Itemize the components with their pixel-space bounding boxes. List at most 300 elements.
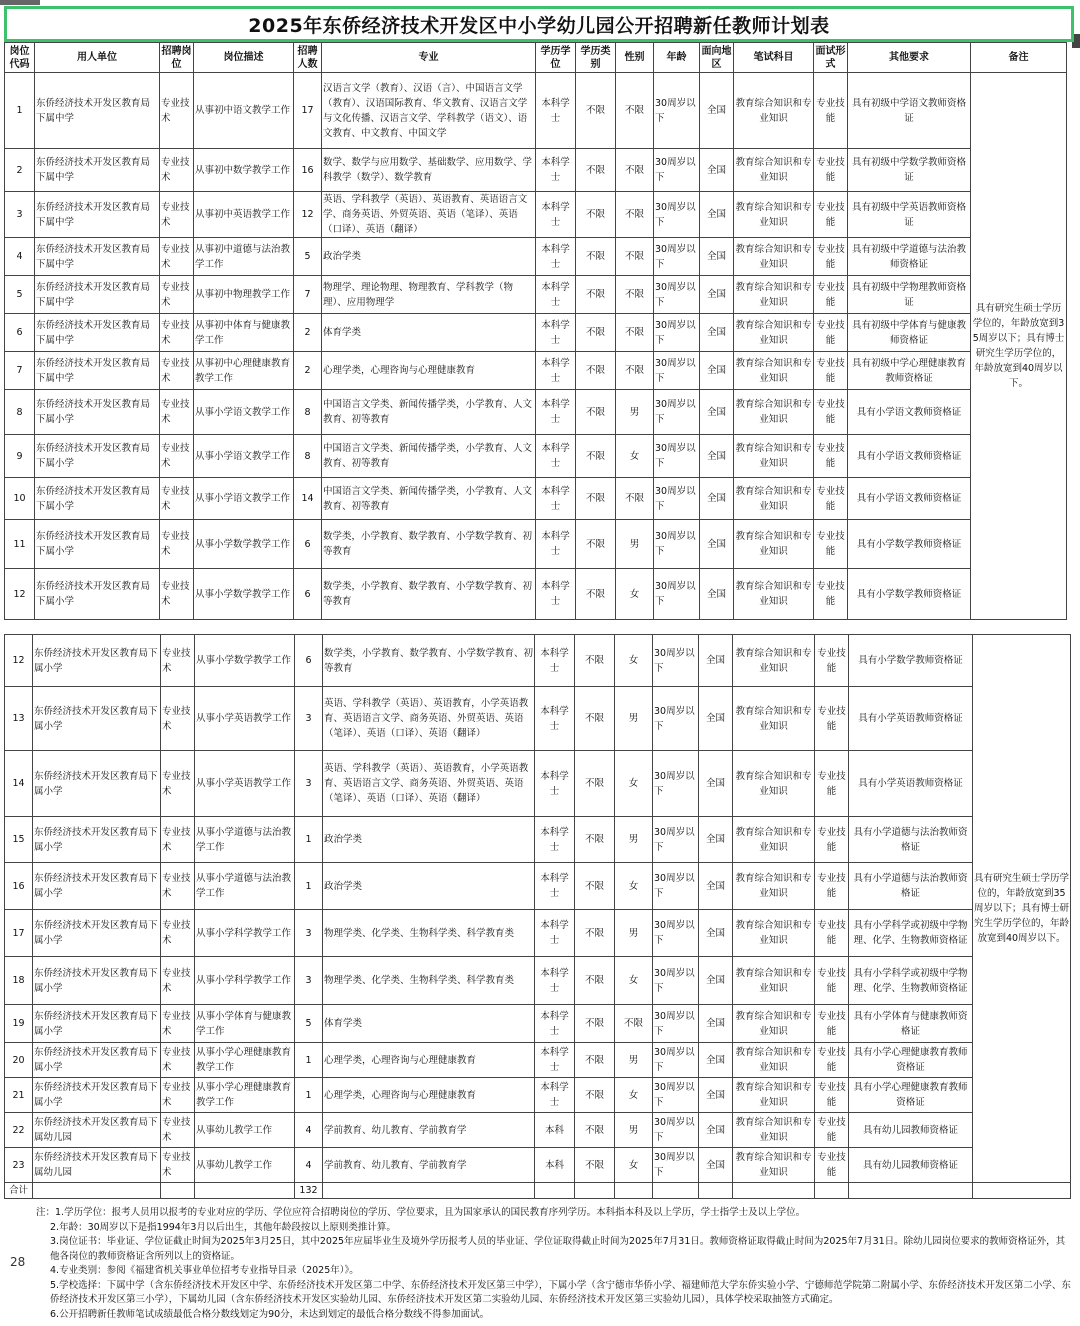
- cell-unit: 东侨经济技术开发区教育局下属幼儿园: [33, 1148, 161, 1183]
- cell-sex: 女: [615, 751, 653, 817]
- cell-region: 全国: [699, 863, 733, 910]
- cell-iv: 专业技能: [815, 1005, 849, 1043]
- cell-num: 17: [294, 73, 322, 149]
- cell-desc: 从事初中语文教学工作: [194, 73, 294, 149]
- cell-exam: 教育综合知识和专业知识: [733, 1043, 815, 1078]
- cell-type: 不限: [576, 192, 616, 238]
- cell-sex: 女: [616, 435, 654, 478]
- cell-num: 7: [294, 276, 322, 314]
- cell-code: 18: [5, 957, 33, 1005]
- cell-type: 不限: [576, 520, 616, 569]
- header-cell: 性别: [616, 43, 654, 73]
- cell-degree: 本科学士: [536, 352, 576, 390]
- cell-degree: 本科学士: [536, 314, 576, 352]
- cell-code: 19: [5, 1005, 33, 1043]
- note-line: 5.学校选择：下属中学（含东侨经济技术开发区中学、东侨经济技术开发区第二中学、东侨经济技术开发区第三中学），下属小学（含宁德市华侨小学、福建师范大学东侨实验小学、宁德师范学院第二附属小学、东侨经济技术开发区第二小学、东侨经济技术开发区第三小学），下属幼儿园（含东侨经济技术开发区实验幼儿园、东侨经济技术开发区第二实验幼儿园、东侨经济技术开发区第三实验幼儿园），具体学校采取抽签方式确定。: [50, 1279, 1071, 1305]
- cell-code: 9: [5, 435, 35, 478]
- cell-desc: 从事初中数学教学工作: [194, 149, 294, 192]
- cell-degree: 本科学士: [536, 276, 576, 314]
- remark-cell: 具有研究生硕士学历学位的，年龄放宽到35周岁以下；具有博士研究生学历学位的，年龄放宽到40周岁以下。: [973, 635, 1071, 1183]
- cell-req: 具有小学科学或初级中学物理、化学、生物教师资格证: [849, 957, 973, 1005]
- cell-iv: 专业技能: [814, 390, 848, 435]
- cell-exam: 教育综合知识和专业知识: [734, 569, 814, 620]
- note-line: 3.岗位证书：毕业证、学位证截止时间为2025年3月25日，其中2025年应届毕业生及境外学历报考人员的毕业证、学位证取得截止时间为2025年7月31日。教师资格证取得截止时间为2025年7月31日。除幼儿园岗位要求的教师资格证外，其他各岗位的教师资格证含所列以上的资格证。: [50, 1236, 1066, 1262]
- header-cell: 面试形式: [814, 43, 848, 73]
- header-cell: 面向地区: [700, 43, 734, 73]
- cell-post: 专业技术: [161, 635, 195, 687]
- cell-desc: 从事小学体育与健康教学工作: [195, 1005, 295, 1043]
- cell-desc: 从事小学英语教学工作: [195, 687, 295, 751]
- empty-cell: [195, 1183, 295, 1199]
- cell-code: 4: [5, 238, 35, 276]
- cell-type: 不限: [575, 817, 615, 863]
- cell-num: 1: [295, 817, 323, 863]
- table-row: [5, 1043, 1071, 1078]
- cell-num: 4: [295, 1113, 323, 1148]
- cell-age: 30周岁以下: [653, 863, 699, 910]
- cell-region: 全国: [700, 352, 734, 390]
- cell-type: 不限: [575, 751, 615, 817]
- cell-type: 不限: [576, 314, 616, 352]
- cell-type: 不限: [576, 435, 616, 478]
- cell-code: 13: [5, 687, 33, 751]
- cell-unit: 东侨经济技术开发区教育局下属小学: [33, 817, 161, 863]
- cell-unit: 东侨经济技术开发区教育局下属小学: [33, 863, 161, 910]
- cell-desc: 从事小学道德与法治教学工作: [195, 863, 295, 910]
- cell-unit: 东侨经济技术开发区教育局下属中学: [35, 352, 160, 390]
- cell-degree: 本科学士: [535, 1043, 575, 1078]
- cell-num: 3: [295, 687, 323, 751]
- table-row: [5, 569, 1067, 620]
- cell-post: 专业技术: [161, 1148, 195, 1183]
- cell-exam: 教育综合知识和专业知识: [733, 635, 815, 687]
- total-value: 132: [295, 1183, 323, 1199]
- cell-exam: 教育综合知识和专业知识: [733, 751, 815, 817]
- cell-age: 30周岁以下: [653, 1043, 699, 1078]
- cell-unit: 东侨经济技术开发区教育局下属小学: [33, 1043, 161, 1078]
- cell-major: 政治学类: [322, 238, 536, 276]
- recruitment-table-part2: [4, 634, 1071, 1199]
- cell-degree: 本科: [535, 1148, 575, 1183]
- cell-age: 30周岁以下: [654, 390, 700, 435]
- cell-major: 数学类，小学教育、数学教育、小学数学教育、初等教育: [322, 569, 536, 620]
- table-row: [5, 635, 1071, 687]
- cell-code: 8: [5, 390, 35, 435]
- cell-req: 具有小学英语教师资格证: [849, 687, 973, 751]
- cell-code: 22: [5, 1113, 33, 1148]
- cell-age: 30周岁以下: [654, 435, 700, 478]
- header-cell: 招聘人数: [294, 43, 322, 73]
- cell-region: 全国: [699, 910, 733, 957]
- cell-region: 全国: [700, 238, 734, 276]
- cell-iv: 专业技能: [815, 751, 849, 817]
- cell-exam: 教育综合知识和专业知识: [734, 149, 814, 192]
- cell-code: 23: [5, 1148, 33, 1183]
- empty-cell: [973, 1183, 1071, 1199]
- cell-unit: 东侨经济技术开发区教育局下属小学: [33, 1078, 161, 1113]
- cell-post: 专业技术: [161, 687, 195, 751]
- page-title: 2025年东侨经济技术开发区中小学幼儿园公开招聘新任教师计划表: [248, 14, 830, 37]
- cell-age: 30周岁以下: [654, 192, 700, 238]
- cell-req: 具有小学英语教师资格证: [849, 751, 973, 817]
- cell-sex: 不限: [616, 73, 654, 149]
- cell-iv: 专业技能: [815, 863, 849, 910]
- cell-desc: 从事小学语文教学工作: [194, 390, 294, 435]
- cell-num: 1: [295, 1078, 323, 1113]
- cell-age: 30周岁以下: [654, 352, 700, 390]
- total-row: [5, 1183, 1071, 1199]
- cell-age: 30周岁以下: [653, 687, 699, 751]
- cell-major: 心理学类，心理咨询与心理健康教育: [323, 1043, 535, 1078]
- cell-iv: 专业技能: [815, 687, 849, 751]
- cell-code: 6: [5, 314, 35, 352]
- cell-major: 政治学类: [323, 817, 535, 863]
- cell-major: 体育学类: [323, 1005, 535, 1043]
- cell-region: 全国: [700, 73, 734, 149]
- cell-exam: 教育综合知识和专业知识: [734, 276, 814, 314]
- cell-unit: 东侨经济技术开发区教育局下属小学: [33, 957, 161, 1005]
- cell-code: 14: [5, 751, 33, 817]
- cell-age: 30周岁以下: [654, 276, 700, 314]
- cell-unit: 东侨经济技术开发区教育局下属小学: [35, 569, 160, 620]
- cell-iv: 专业技能: [814, 520, 848, 569]
- cell-num: 5: [295, 1005, 323, 1043]
- cell-post: 专业技术: [160, 569, 194, 620]
- table-row: [5, 520, 1067, 569]
- cell-degree: 本科学士: [535, 1005, 575, 1043]
- cell-iv: 专业技能: [814, 435, 848, 478]
- cell-req: 具有幼儿园教师资格证: [849, 1148, 973, 1183]
- cell-post: 专业技术: [160, 314, 194, 352]
- cell-age: 30周岁以下: [653, 1148, 699, 1183]
- title-box: [4, 6, 1074, 42]
- empty-cell: [323, 1183, 535, 1199]
- cell-region: 全国: [699, 635, 733, 687]
- cell-unit: 东侨经济技术开发区教育局下属小学: [35, 435, 160, 478]
- cell-desc: 从事小学数学教学工作: [194, 569, 294, 620]
- cell-desc: 从事小学道德与法治教学工作: [195, 817, 295, 863]
- cell-degree: 本科学士: [536, 478, 576, 520]
- cell-desc: 从事小学心理健康教育教学工作: [195, 1043, 295, 1078]
- cell-iv: 专业技能: [815, 1148, 849, 1183]
- table-row: [5, 957, 1071, 1005]
- cell-iv: 专业技能: [815, 910, 849, 957]
- cell-req: 具有小学道德与法治教师资格证: [849, 817, 973, 863]
- cell-exam: 教育综合知识和专业知识: [733, 817, 815, 863]
- cell-req: 具有小学心理健康教育教师资格证: [849, 1043, 973, 1078]
- cell-major: 中国语言文学类、新闻传播学类，小学教育、人文教育、初等教育: [322, 390, 536, 435]
- cell-num: 1: [295, 863, 323, 910]
- cell-sex: 不限: [616, 238, 654, 276]
- cell-code: 10: [5, 478, 35, 520]
- cell-sex: 男: [615, 817, 653, 863]
- table-row: [5, 910, 1071, 957]
- cell-num: 2: [294, 314, 322, 352]
- cell-post: 专业技术: [160, 435, 194, 478]
- cell-code: 2: [5, 149, 35, 192]
- table-row: [5, 478, 1067, 520]
- cell-code: 20: [5, 1043, 33, 1078]
- cell-req: 具有初级中学体育与健康教师资格证: [848, 314, 971, 352]
- cell-code: 12: [5, 635, 33, 687]
- cell-num: 6: [294, 569, 322, 620]
- cell-post: 专业技术: [160, 352, 194, 390]
- cell-sex: 女: [616, 569, 654, 620]
- page-number: 28: [10, 1255, 26, 1269]
- cell-code: 17: [5, 910, 33, 957]
- cell-num: 16: [294, 149, 322, 192]
- cell-sex: 男: [615, 910, 653, 957]
- cell-major: 数学类，小学教育、数学教育、小学数学教育、初等教育: [323, 635, 535, 687]
- cell-degree: 本科学士: [536, 73, 576, 149]
- header-cell: 备注: [971, 43, 1067, 73]
- table-row: [5, 435, 1067, 478]
- top-edge-mark: [0, 0, 40, 5]
- cell-sex: 不限: [616, 149, 654, 192]
- cell-iv: 专业技能: [815, 817, 849, 863]
- cell-code: 5: [5, 276, 35, 314]
- cell-unit: 东侨经济技术开发区教育局下属幼儿园: [33, 1113, 161, 1148]
- cell-desc: 从事小学数学教学工作: [194, 520, 294, 569]
- cell-degree: 本科: [535, 1113, 575, 1148]
- cell-major: 中国语言文学类、新闻传播学类，小学教育、人文教育、初等教育: [322, 435, 536, 478]
- cell-iv: 专业技能: [815, 635, 849, 687]
- cell-post: 专业技术: [160, 478, 194, 520]
- cell-major: 数学、数学与应用数学、基础数学、应用数学、学科教学（数学）、数学教育: [322, 149, 536, 192]
- cell-region: 全国: [699, 1148, 733, 1183]
- recruitment-table-part1: [4, 42, 1067, 620]
- cell-iv: 专业技能: [814, 73, 848, 149]
- empty-cell: [161, 1183, 195, 1199]
- table-row: [5, 687, 1071, 751]
- cell-iv: 专业技能: [814, 149, 848, 192]
- cell-req: 具有小学数学教师资格证: [848, 569, 971, 620]
- cell-desc: 从事幼儿教学工作: [195, 1148, 295, 1183]
- cell-major: 体育学类: [322, 314, 536, 352]
- cell-num: 12: [294, 192, 322, 238]
- cell-req: 具有小学语文教师资格证: [848, 478, 971, 520]
- header-cell: 专业: [322, 43, 536, 73]
- cell-unit: 东侨经济技术开发区教育局下属小学: [35, 520, 160, 569]
- cell-iv: 专业技能: [814, 478, 848, 520]
- cell-age: 30周岁以下: [653, 635, 699, 687]
- cell-region: 全国: [699, 1005, 733, 1043]
- cell-type: 不限: [575, 1148, 615, 1183]
- cell-post: 专业技术: [160, 149, 194, 192]
- cell-sex: 不限: [616, 478, 654, 520]
- cell-req: 具有小学体育与健康教师资格证: [849, 1005, 973, 1043]
- header-cell: 笔试科目: [734, 43, 814, 73]
- cell-exam: 教育综合知识和专业知识: [734, 73, 814, 149]
- table-row: [5, 1148, 1071, 1183]
- cell-type: 不限: [576, 149, 616, 192]
- empty-cell: [653, 1183, 699, 1199]
- cell-code: 1: [5, 73, 35, 149]
- cell-desc: 从事初中物理教学工作: [194, 276, 294, 314]
- cell-num: 3: [295, 910, 323, 957]
- cell-type: 不限: [575, 863, 615, 910]
- cell-degree: 本科学士: [536, 192, 576, 238]
- cell-age: 30周岁以下: [653, 1078, 699, 1113]
- cell-unit: 东侨经济技术开发区教育局下属小学: [33, 910, 161, 957]
- cell-desc: 从事初中体育与健康教学工作: [194, 314, 294, 352]
- cell-req: 具有初级中学道德与法治教师资格证: [848, 238, 971, 276]
- cell-type: 不限: [575, 635, 615, 687]
- cell-region: 全国: [700, 149, 734, 192]
- cell-type: 不限: [576, 569, 616, 620]
- cell-iv: 专业技能: [815, 957, 849, 1005]
- cell-degree: 本科学士: [535, 957, 575, 1005]
- cell-type: 不限: [575, 1113, 615, 1148]
- cell-post: 专业技术: [161, 751, 195, 817]
- cell-iv: 专业技能: [814, 314, 848, 352]
- cell-degree: 本科学士: [535, 863, 575, 910]
- cell-exam: 教育综合知识和专业知识: [733, 1148, 815, 1183]
- cell-unit: 东侨经济技术开发区教育局下属中学: [35, 314, 160, 352]
- cell-unit: 东侨经济技术开发区教育局下属小学: [33, 751, 161, 817]
- cell-age: 30周岁以下: [653, 751, 699, 817]
- cell-num: 1: [295, 1043, 323, 1078]
- cell-exam: 教育综合知识和专业知识: [733, 910, 815, 957]
- cell-major: 物理学、理论物理、物理教育、学科教学（物理）、应用物理学: [322, 276, 536, 314]
- notes-section: [36, 1206, 1072, 1322]
- table-row: [5, 192, 1067, 238]
- cell-type: 不限: [575, 687, 615, 751]
- cell-region: 全国: [700, 478, 734, 520]
- cell-num: 3: [295, 957, 323, 1005]
- cell-sex: 女: [615, 635, 653, 687]
- cell-major: 物理学类、化学类、生物科学类、科学教育类: [323, 910, 535, 957]
- table-header-row: [5, 43, 1067, 73]
- cell-req: 具有小学道德与法治教师资格证: [849, 863, 973, 910]
- cell-sex: 不限: [616, 192, 654, 238]
- cell-num: 6: [295, 635, 323, 687]
- cell-age: 30周岁以下: [653, 817, 699, 863]
- cell-num: 8: [294, 435, 322, 478]
- cell-exam: 教育综合知识和专业知识: [733, 863, 815, 910]
- cell-major: 学前教育、幼儿教育、学前教育学: [323, 1148, 535, 1183]
- cell-type: 不限: [576, 238, 616, 276]
- cell-degree: 本科学士: [535, 817, 575, 863]
- table-row: [5, 1005, 1071, 1043]
- cell-iv: 专业技能: [814, 192, 848, 238]
- cell-desc: 从事初中道德与法治教学工作: [194, 238, 294, 276]
- header-cell: 岗位描述: [194, 43, 294, 73]
- cell-unit: 东侨经济技术开发区教育局下属小学: [33, 687, 161, 751]
- cell-desc: 从事初中英语教学工作: [194, 192, 294, 238]
- empty-cell: [33, 1183, 161, 1199]
- cell-post: 专业技术: [161, 910, 195, 957]
- note-line: 2.年龄：30周岁以下是指1994年3月以后出生，其他年龄段按以上原则类推计算。: [50, 1221, 396, 1233]
- cell-exam: 教育综合知识和专业知识: [733, 1005, 815, 1043]
- cell-major: 学前教育、幼儿教育、学前教育学: [323, 1113, 535, 1148]
- cell-degree: 本科学士: [535, 910, 575, 957]
- empty-cell: [849, 1183, 973, 1199]
- cell-exam: 教育综合知识和专业知识: [734, 478, 814, 520]
- cell-code: 15: [5, 817, 33, 863]
- cell-region: 全国: [699, 687, 733, 751]
- cell-post: 专业技术: [160, 238, 194, 276]
- cell-age: 30周岁以下: [654, 149, 700, 192]
- cell-sex: 女: [615, 1078, 653, 1113]
- cell-sex: 男: [616, 520, 654, 569]
- table-row: [5, 863, 1071, 910]
- header-cell: 年龄: [654, 43, 700, 73]
- empty-cell: [575, 1183, 615, 1199]
- cell-major: 英语、学科教学（英语）、英语教育、英语语言文学、商务英语、外贸英语、英语（笔译）、英语（口译）、英语（翻译）: [322, 192, 536, 238]
- cell-sex: 男: [615, 1113, 653, 1148]
- cell-post: 专业技术: [160, 390, 194, 435]
- cell-desc: 从事初中心理健康教育教学工作: [194, 352, 294, 390]
- cell-degree: 本科学士: [536, 520, 576, 569]
- table-row: [5, 149, 1067, 192]
- cell-post: 专业技术: [161, 1005, 195, 1043]
- cell-exam: 教育综合知识和专业知识: [734, 390, 814, 435]
- cell-exam: 教育综合知识和专业知识: [733, 957, 815, 1005]
- cell-req: 具有小学科学或初级中学物理、化学、生物教师资格证: [849, 910, 973, 957]
- cell-region: 全国: [700, 314, 734, 352]
- cell-degree: 本科学士: [535, 635, 575, 687]
- cell-req: 具有幼儿园教师资格证: [849, 1113, 973, 1148]
- cell-sex: 女: [615, 1148, 653, 1183]
- cell-post: 专业技术: [160, 192, 194, 238]
- cell-sex: 女: [615, 863, 653, 910]
- cell-num: 14: [294, 478, 322, 520]
- cell-exam: 教育综合知识和专业知识: [733, 687, 815, 751]
- table-row: [5, 751, 1071, 817]
- table-row: [5, 1113, 1071, 1148]
- cell-unit: 东侨经济技术开发区教育局下属小学: [35, 390, 160, 435]
- cell-degree: 本科学士: [535, 751, 575, 817]
- cell-degree: 本科学士: [536, 390, 576, 435]
- cell-code: 7: [5, 352, 35, 390]
- cell-iv: 专业技能: [815, 1078, 849, 1113]
- cell-major: 心理学类，心理咨询与心理健康教育: [322, 352, 536, 390]
- cell-desc: 从事小学科学教学工作: [195, 910, 295, 957]
- cell-type: 不限: [575, 1078, 615, 1113]
- cell-exam: 教育综合知识和专业知识: [734, 238, 814, 276]
- table-row: [5, 276, 1067, 314]
- cell-region: 全国: [700, 192, 734, 238]
- cell-sex: 不限: [616, 352, 654, 390]
- cell-exam: 教育综合知识和专业知识: [734, 314, 814, 352]
- cell-iv: 专业技能: [814, 238, 848, 276]
- cell-desc: 从事小学数学教学工作: [195, 635, 295, 687]
- cell-iv: 专业技能: [815, 1043, 849, 1078]
- cell-region: 全国: [699, 1043, 733, 1078]
- cell-req: 具有初级中学心理健康教育教师资格证: [848, 352, 971, 390]
- cell-unit: 东侨经济技术开发区教育局下属小学: [33, 635, 161, 687]
- cell-region: 全国: [700, 569, 734, 620]
- table-row: [5, 1078, 1071, 1113]
- cell-exam: 教育综合知识和专业知识: [734, 435, 814, 478]
- cell-req: 具有小学语文教师资格证: [848, 435, 971, 478]
- cell-post: 专业技术: [161, 1113, 195, 1148]
- cell-post: 专业技术: [161, 1043, 195, 1078]
- cell-age: 30周岁以下: [654, 478, 700, 520]
- cell-unit: 东侨经济技术开发区教育局下属小学: [33, 1005, 161, 1043]
- cell-req: 具有小学数学教师资格证: [848, 520, 971, 569]
- cell-degree: 本科学士: [536, 238, 576, 276]
- cell-post: 专业技术: [160, 73, 194, 149]
- cell-age: 30周岁以下: [654, 314, 700, 352]
- cell-code: 11: [5, 520, 35, 569]
- cell-major: 中国语言文学类、新闻传播学类，小学教育、人文教育、初等教育: [322, 478, 536, 520]
- table-row: [5, 238, 1067, 276]
- cell-age: 30周岁以下: [654, 520, 700, 569]
- cell-type: 不限: [575, 957, 615, 1005]
- cell-iv: 专业技能: [814, 569, 848, 620]
